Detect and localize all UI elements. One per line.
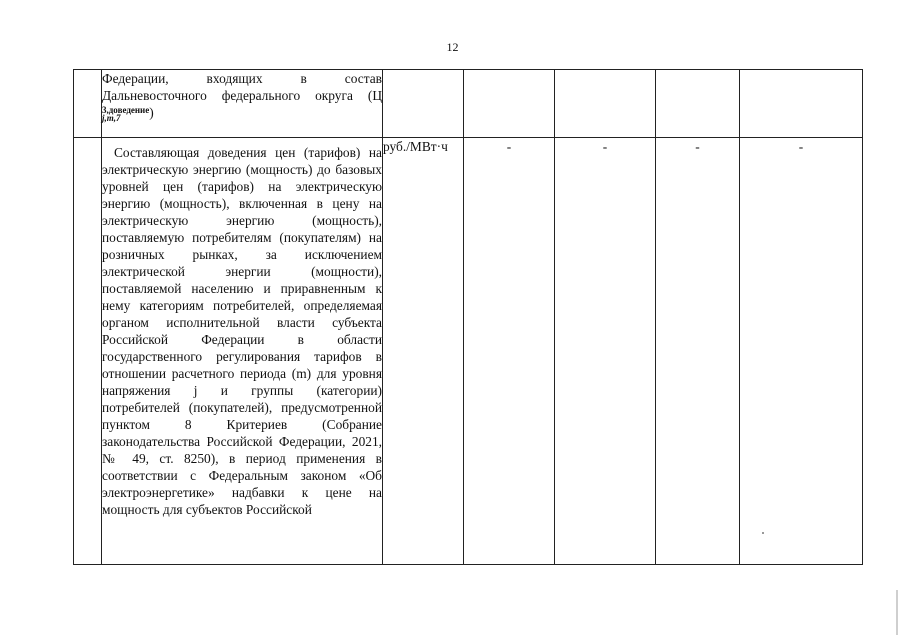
row2-text: Составляющая доведения цен (тарифов) на электрическую энергию (мощность) до базовых уровней цен (тарифов) на электрическую энергию (мощность), включенная в цену на электрическую энергию (мощность), поставляемую потребителям (покупателям) на розничных рынках, за исключением электрической энергии (мощности), поставляемой населению и приравненным к нему категориям потребителей, определяемая органом исполнительной власти субъекта Российской Федерации в области государственного регулирования тарифов в отношении расчетного периода (m) для уровня напряжения j и группы (категории) потребителей (покупателей), предусмотренной пунктом 8 Критериев (Собрание законодательства Российской Федерации, 2021, № 49, ст. 8250), в период применения в соответствии с Федеральным законом «Об электроэнергетике» надбавки к цене на мощность для субъектов Российской — [102, 145, 382, 517]
value-cell: - — [656, 138, 740, 565]
price-symbol — [102, 105, 150, 124]
unit-cell — [383, 70, 464, 138]
table-row — [74, 138, 863, 565]
value-cell — [656, 70, 740, 138]
scan-artifact — [762, 532, 764, 534]
row-index-cell — [74, 70, 102, 138]
row-index-cell — [74, 138, 102, 565]
symbol-close: ) — [149, 105, 154, 120]
unit-cell: руб./МВт·ч — [383, 138, 464, 565]
value-cell: - — [740, 138, 863, 565]
value-cell — [740, 70, 863, 138]
value-cell — [555, 70, 656, 138]
tariff-table — [73, 69, 863, 565]
description-cell — [102, 138, 383, 565]
scan-edge-artifact — [896, 590, 898, 635]
value-cell — [464, 70, 555, 138]
description-cell — [102, 70, 383, 138]
table-row — [74, 70, 863, 138]
value-cell: - — [464, 138, 555, 565]
page-number: 12 — [446, 40, 459, 54]
symbol-superscript: 3,доведение — [102, 105, 150, 116]
row1-text: Федерации, входящих в состав Дальневосточного федерального округа (Ц — [102, 71, 382, 103]
symbol-subscript: j,m,7 — [102, 113, 121, 124]
value-cell: - — [555, 138, 656, 565]
